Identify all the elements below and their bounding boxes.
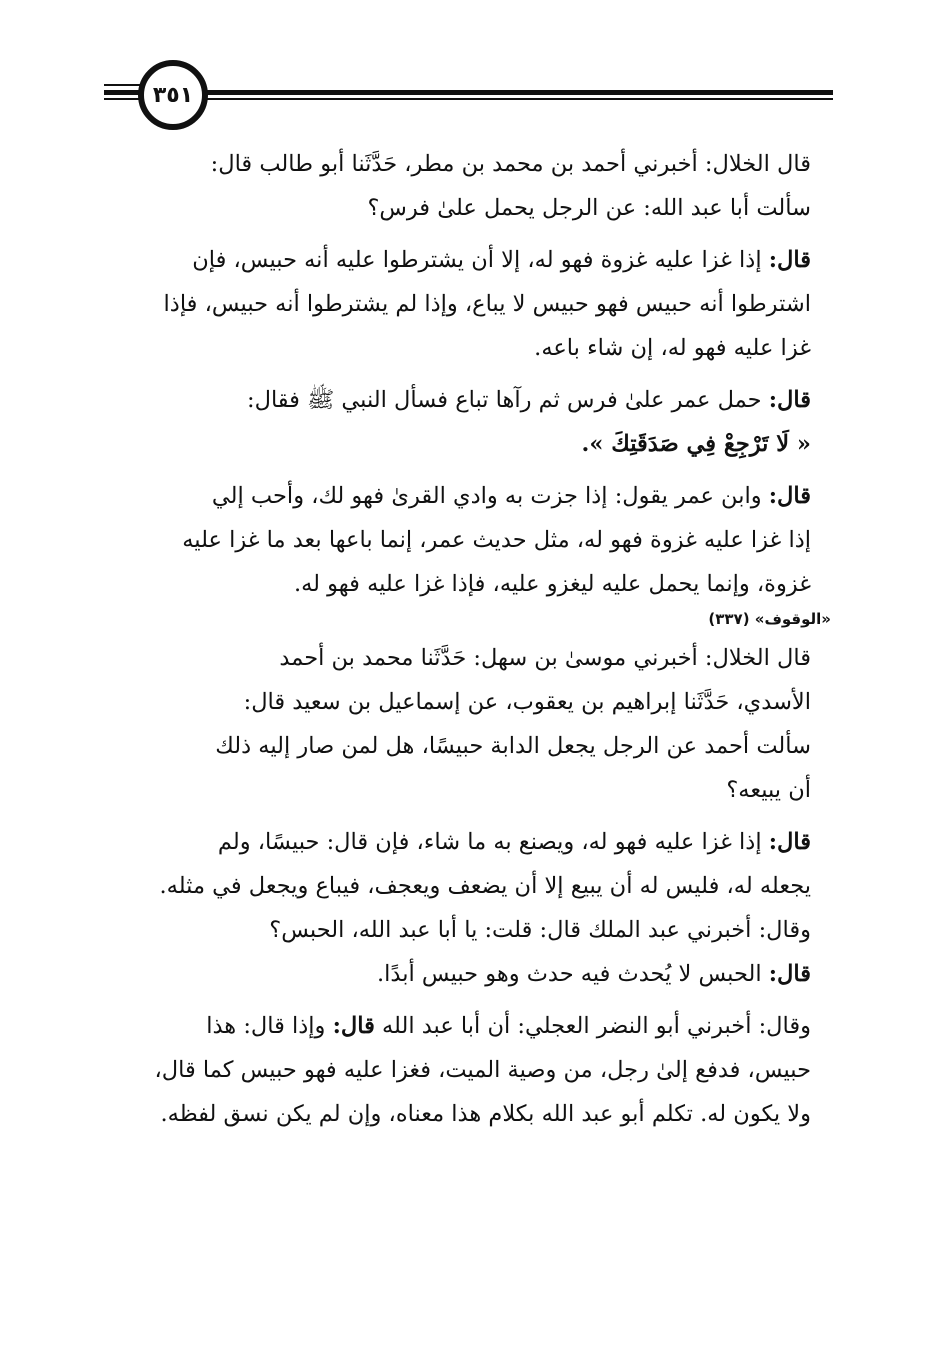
qala-label: قال: xyxy=(768,961,811,987)
line: إذا غزا عليه فهو له، ويصنع به ما شاء، فإن قال: حبيسًا، ولم xyxy=(217,829,769,855)
qala-label: قال: xyxy=(768,483,811,509)
line: وابن عمر يقول: إذا جزت به وادي القرىٰ فهو لك، وأحب إلي xyxy=(211,483,769,509)
qala-label: قال: xyxy=(768,829,811,855)
line: وإذا قال: هذا xyxy=(206,1013,333,1039)
page-number-badge xyxy=(138,60,208,130)
paragraph-3 xyxy=(104,378,831,466)
paragraph-9 xyxy=(104,1004,831,1136)
header-rule-short xyxy=(104,84,144,86)
line: قال الخلال: أخبرني أحمد بن محمد بن مطر، حَدَّثَنا أبو طالب قال: xyxy=(210,151,811,177)
page-header xyxy=(0,52,943,132)
body-text xyxy=(104,142,831,1136)
line: سألت أحمد عن الرجل يجعل الدابة حبيسًا، هل لمن صار إليه ذلك xyxy=(215,733,811,759)
line: اشترطوا أنه حبيس فهو حبيس لا يباع، وإذا لم يشترطوا أنه حبيس، فإذا xyxy=(163,291,811,317)
line: وقال: أخبرني عبد الملك قال: قلت: يا أبا عبد الله، الحبس؟ xyxy=(269,917,811,943)
paragraph-5 xyxy=(104,636,831,812)
line: سألت أبا عبد الله: عن الرجل يحمل علىٰ فرس؟ xyxy=(367,195,811,221)
line: قال الخلال: أخبرني موسىٰ بن سهل: حَدَّثَنا محمد بن أحمد xyxy=(279,645,811,671)
paragraph-8 xyxy=(104,952,831,996)
line: إذا غزا عليه غزوة فهو له، مثل حديث عمر، إنما باعها بعد ما غزا عليه xyxy=(182,527,811,553)
line: الحبس لا يُحدث فيه حدث وهو حبيس أبدًا. xyxy=(377,961,769,987)
hadith-quote: « لَا تَرْجِعْ فِي صَدَقَتِكَ ». xyxy=(581,431,811,457)
line: وقال: أخبرني أبو النضر العجلي: أن أبا عبد الله xyxy=(374,1013,811,1039)
paragraph-2 xyxy=(104,238,831,370)
header-rule-thick xyxy=(104,90,833,95)
header-rule-thin xyxy=(104,98,833,100)
line: غزوة، وإنما يحمل عليه ليغزو عليه، فإذا غزا عليه فهو له. xyxy=(293,571,811,597)
paragraph-6 xyxy=(104,820,831,908)
paragraph-1 xyxy=(104,142,831,230)
line: يجعله له، فليس له أن يبيع إلا أن يضعف ويعجف، فيباع ويجعل في مثله. xyxy=(159,873,811,899)
qala-label: قال: xyxy=(768,387,811,413)
line: حبيس، فدفع إلىٰ رجل، من وصية الميت، فغزا عليه فهو حبيس كما قال، xyxy=(154,1057,811,1083)
paragraph-7 xyxy=(104,908,831,952)
qala-label: قال: xyxy=(768,247,811,273)
line: أن يبيعه؟ xyxy=(726,777,811,803)
line: حمل عمر علىٰ فرس ثم رآها تباع فسأل النبي ﷺ فقال: xyxy=(247,387,769,413)
source-reference: «الوقوف» (٣٣٧) xyxy=(708,610,831,628)
line: الأسدي، حَدَّثَنا إبراهيم بن يعقوب، عن إسماعيل بن سعيد قال: xyxy=(243,689,811,715)
line: ولا يكون له. تكلم أبو عبد الله بكلام هذا معناه، وإن لم يكن نسق لفظه. xyxy=(160,1101,811,1127)
qala-label: قال: xyxy=(332,1013,375,1039)
line: غزا عليه فهو له، إن شاء باعه. xyxy=(534,335,811,361)
paragraph-4 xyxy=(104,474,831,606)
page-number: ٣٥١ xyxy=(152,82,194,108)
line: إذا غزا عليه غزوة فهو له، إلا أن يشترطوا عليه أنه حبيس، فإن xyxy=(192,247,769,273)
